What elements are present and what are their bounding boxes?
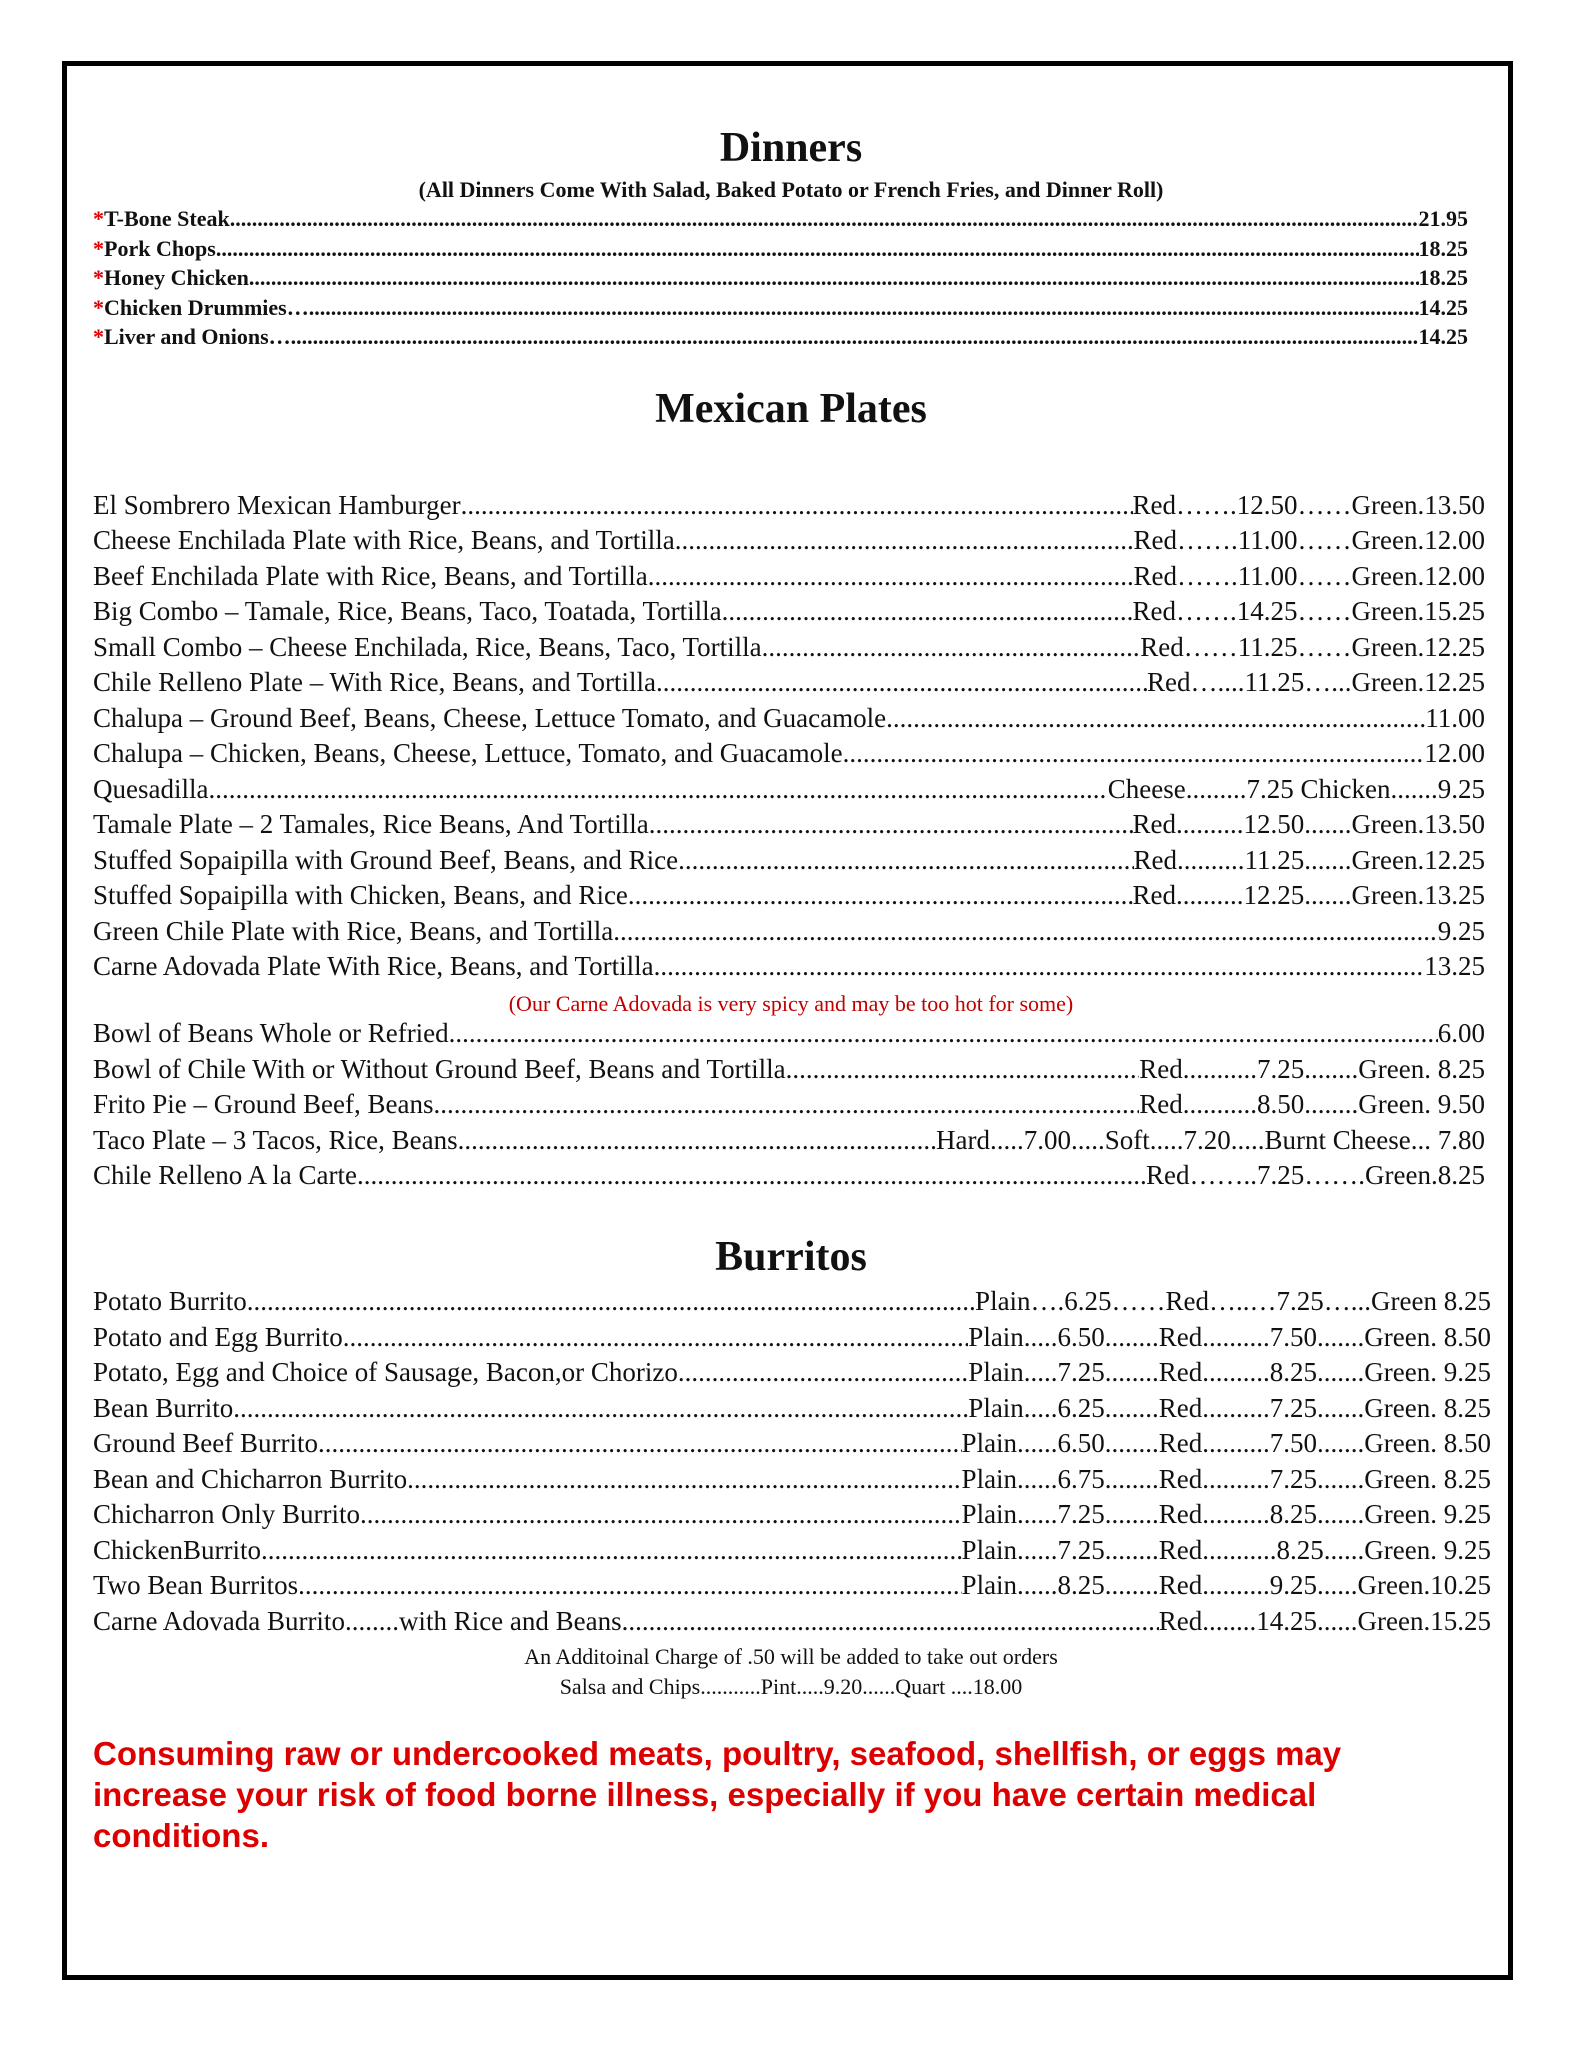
takeout-charge-note: An Additoinal Charge of .50 will be added to take out orders	[524, 1644, 1058, 1669]
spicy-note: (Our Carne Adovada is very spicy and may be too hot for some)	[508, 991, 1074, 1016]
mexican-item: Bowl of Chile With or Without Ground Beef, Beans and Tortilla ..... Red...........7.25........Green. 8.25	[93, 1054, 1485, 1089]
burrito-item: Ground Beef Burrito ..... Plain......6.50........Red..........7.50.......Green. 8.50	[93, 1428, 1491, 1463]
dinners-title: Dinners	[719, 125, 863, 171]
dinner-item: *Chicken Drummies… ..... 14.25	[93, 295, 1468, 324]
mexican-item: Chile Relleno Plate – With Rice, Beans, and Tortilla ..... Red…....11.25…...Green.12.25	[93, 667, 1485, 702]
burrito-item: Potato, Egg and Choice of Sausage, Bacon,or Chorizo ..... Plain.....7.25........Red..........8.25.......Green. 9.25	[93, 1357, 1491, 1392]
mexican-item: Bowl of Beans Whole or Refried. ..... 6.00	[93, 1018, 1485, 1053]
burrito-item: Two Bean Burritos ..... Plain......8.25........Red..........9.25......Green.10.25	[93, 1570, 1491, 1605]
dinner-item: *Liver and Onions… ..... 14.25	[93, 324, 1468, 353]
mexican-item: Taco Plate – 3 Tacos, Rice, Beans ..... Hard.....7.00.....Soft.....7.20.....Burnt Cheese... 7.80	[93, 1125, 1485, 1160]
burrito-item: Bean and Chicharron Burrito ..... Plain......6.75........Red..........7.25.......Green. 8.25	[93, 1464, 1491, 1499]
burrito-item: Carne Adovada Burrito........with Rice and Beans ..... Red........14.25......Green.15.25	[93, 1606, 1491, 1641]
mexican-item: Small Combo – Cheese Enchilada, Rice, Beans, Taco, Tortilla ..... Red……11.25……Green.12.25	[93, 632, 1485, 667]
mexican-item: Chalupa – Ground Beef, Beans, Cheese, Lettuce Tomato, and Guacamole ..... 11.00	[93, 703, 1485, 738]
dinners-subtitle: (All Dinners Come With Salad, Baked Potato or French Fries, and Dinner Roll)	[418, 177, 1164, 202]
mexican-item: El Sombrero Mexican Hamburger ..... Red…….12.50……Green.13.50	[93, 490, 1485, 525]
mexican-item: Big Combo – Tamale, Rice, Beans, Taco, Toatada, Tortilla ..... Red…….14.25……Green.15.25	[93, 596, 1485, 631]
burrito-item: Chicharron Only Burrito ..... Plain......7.25........Red..........8.25.......Green. 9.25	[93, 1499, 1491, 1534]
mexican-item: Green Chile Plate with Rice, Beans, and Tortilla ..... 9.25	[93, 916, 1485, 951]
food-safety-warning: Consuming raw or undercooked meats, poultry, seafood, shellfish, or eggs may increase your risk of food borne illness, especially if you have certain medical conditions.	[93, 1735, 1342, 1854]
mexican-item: Stuffed Sopaipilla with Ground Beef, Beans, and Rice ..... Red..........11.25.......Green.12.25	[93, 845, 1485, 880]
burrito-item: Potato Burrito ..... Plain….6.25……Red…..…7.25…...Green 8.25	[93, 1286, 1491, 1321]
burritos-title: Burritos	[715, 1234, 867, 1280]
mexican-item: Tamale Plate – 2 Tamales, Rice Beans, And Tortilla ..... Red..........12.50.......Green.13.50	[93, 809, 1485, 844]
burrito-item: Potato and Egg Burrito ..... Plain.....6.50........Red..........7.50.......Green. 8.50	[93, 1322, 1491, 1357]
mexican-item: Cheese Enchilada Plate with Rice, Beans, and Tortilla ..... Red…….11.00……Green.12.00	[93, 525, 1485, 560]
mexican-item: Carne Adovada Plate With Rice, Beans, and Tortilla ..... 13.25	[93, 951, 1485, 986]
mexican-item: Chalupa – Chicken, Beans, Cheese, Lettuce, Tomato, and Guacamole ..... 12.00	[93, 738, 1485, 773]
salsa-chips-note: Salsa and Chips...........Pint.....9.20......Quart ....18.00	[559, 1674, 1023, 1699]
mexican-item: Chile Relleno A la Carte ..... Red……..7.25…….Green.8.25	[93, 1160, 1485, 1195]
dinner-item: *T-Bone Steak ..... 21.95	[93, 206, 1468, 235]
mexican-item: Stuffed Sopaipilla with Chicken, Beans, and Rice ..... Red..........12.25.......Green.13.25	[93, 880, 1485, 915]
mexican-plates-title: Mexican Plates	[655, 386, 927, 432]
mexican-item: Quesadilla ..... Cheese.........7.25 Chicken.......9.25	[93, 774, 1485, 809]
dinner-item: *Honey Chicken ..... 18.25	[93, 265, 1468, 294]
burrito-item: ChickenBurrito ..... Plain......7.25........Red...........8.25......Green. 9.25	[93, 1535, 1491, 1570]
mexican-item: Beef Enchilada Plate with Rice, Beans, and Tortilla ..... Red…….11.00……Green.12.00	[93, 561, 1485, 596]
dinner-item: *Pork Chops ..... 18.25	[93, 236, 1468, 265]
burrito-item: Bean Burrito ..... Plain.....6.25........Red..........7.25.......Green. 8.25	[93, 1393, 1491, 1428]
mexican-item: Frito Pie – Ground Beef, Beans ..... Red...........8.50........Green. 9.50	[93, 1089, 1485, 1124]
